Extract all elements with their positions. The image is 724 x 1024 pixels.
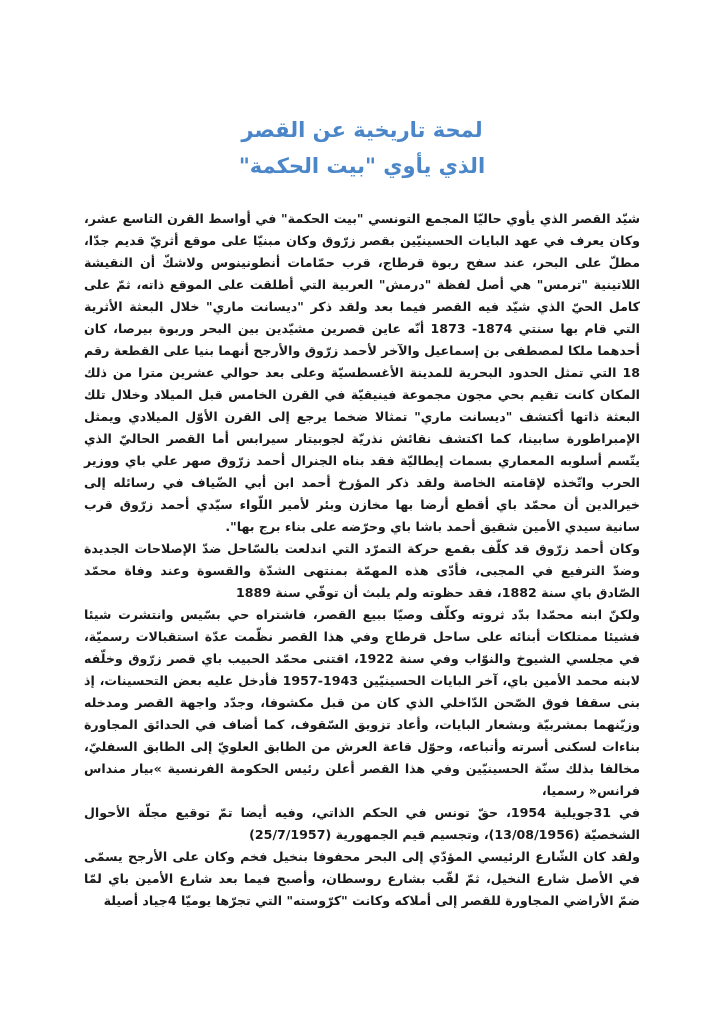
paragraph-2: وكان أحمد زرّوق قد كلّف بقمع حركة التمرّد التي اندلعت بالسّاحل ضدّ الإصلاحات الجديدة وضدّ الترفيع في المجبى، فأدّى هذه المهمّة بمنتهى الشدّة والقسوة وعند وفاة محمّد الصّادق باي سنة 1882، فقد حظوته ولم يلبث أن توفّي سنة 1889 bbox=[84, 541, 640, 600]
document-title bbox=[0, 112, 724, 184]
paragraph-4: في 31جويلية 1954، حقّ تونس في الحكم الذاتي، وفيه أيضا تمّ توقيع مجلّة الأحوال الشخصيّة (13/08/1956)، وتجسيم قيم الجمهورية (25/7/1957) bbox=[84, 805, 640, 842]
paragraph-1: شيّد القصر الذي يأوي حاليّا المجمع التونسي "بيت الحكمة" في أواسط القرن التاسع عشر، وكان يعرف في عهد البايات الحسينيّين بقصر زرّوق وكان مبنيّا على موقع أثريّ قديم جدّا، مطلّ على البحر، عند سفح ربوة قرطاج، قرب حمّامات أنطونينوس ولاشكّ أن النقيشة اللاتينية "ترمس" هي أصل لفظة "درمش" العربية التي أطلقت على الموقع ذاته، ثمّ على كامل الحيّ الذي شيّد فيه القصر فيما بعد ولقد ذكر "ديسانت ماري" خلال البعثة الأثرية التي قام بها سنتي 1874- 1873 أنّه عاين قصرين مشيّدين بين البحر وربوة بيرصا، كان أحدهما ملكا لمصطفى بن إسماعيل والآخر لأحمد زرّوق والأرجح أنهما بنيا على القطعة رقم 18 التي تمثل الحدود البحرية للمدينة الأغسطسيّة وعلى بعد حوالي عشرين مترا من ذلك المكان كانت تقيم بحي مجون مجموعة فينيقيّة في القرن الخامس قبل الميلاد وخلال تلك البعثة ذاتها أكتشف "ديسانت ماري" تمثالا ضخما يرجع إلى القرن الأوّل الميلادي ويمثل الإمبراطورة سابينا، كما اكتشف نقائش نذريّة لجوبيتار سيرابس أما القصر الحاليّ الذي يتّسم أسلوبه المعماري بسمات إيطاليّة فقد بناه الجنرال أحمد زرّوق صهر علي باي ووزير الحرب واتّخذه لإقامته الخاصة ولقد ذكر المؤرخ أحمد ابن أبي الضّياف في رسائله إلى خيرالدين أن محمّد باي أقطع أرضا بها مخازن وبئر لأمير اللّواء سيّدي أحمد زرّوق قرب سانية سيدي الأمين شقيق أحمد باشا باي وحرّضه على بناء برج بها". bbox=[84, 211, 640, 534]
title-line-1: لمحة تاريخية عن القصر bbox=[241, 118, 483, 142]
title-line-2: الذي يأوي "بيت الحكمة" bbox=[238, 154, 486, 178]
paragraph-3: ولكنّ ابنه محمّدا بدّد ثروته وكلّف وصيّا ببيع القصر، فاشتراه حي بسّيس وانتشرت شيئا فشيئا ممتلكات أبنائه على ساحل قرطاج وفي هذا القصر نظّمت عدّة استقبالات رسميّة، في مجلسي الشيوخ والنوّاب وفي سنة 1922، اقتنى محمّد الحبيب باي قصر زرّوق وخلّفه لابنه محمد الأمين باي، آخر البايات الحسينيّين 1943-1957 فأدخل عليه بعض التحسينات، إذ بنى سقفا فوق الصّحن الدّاخلي الذي كان من قبل مكشوفا، وجدّد واجهة القصر ومدخله وزيّنهما بمشربيّة وبشعار البايات، وأعاد تزويق السّقوف، كما أضاف في الحدائق المجاورة بناءات لسكنى أسرته وأتباعه، وحوّل قاعة العرش من الطابق العلويّ إلى الطابق السفليّ، مخالفا بذلك سنّة الحسينيّين وفي هذا القصر أعلن رئيس الحكومة الفرنسية »بيار منداس فرانس« رسميا، bbox=[84, 607, 640, 798]
paragraph-5: ولقد كان الشّارع الرئيسي المؤدّي إلى البحر محفوفا بنخيل فخم وكان على الأرجح يسمّى في الأصل شارع النخيل، ثمّ لقّب بشارع روسطان، وأصبح فيما بعد شارع الأمين باي لمّا ضمّ الأراضي المجاورة للقصر إلى أملاكه وكانت "كرّوسته" التي تجرّها يوميّا 4جياد أصيلة bbox=[84, 849, 640, 908]
document-body bbox=[84, 208, 640, 912]
